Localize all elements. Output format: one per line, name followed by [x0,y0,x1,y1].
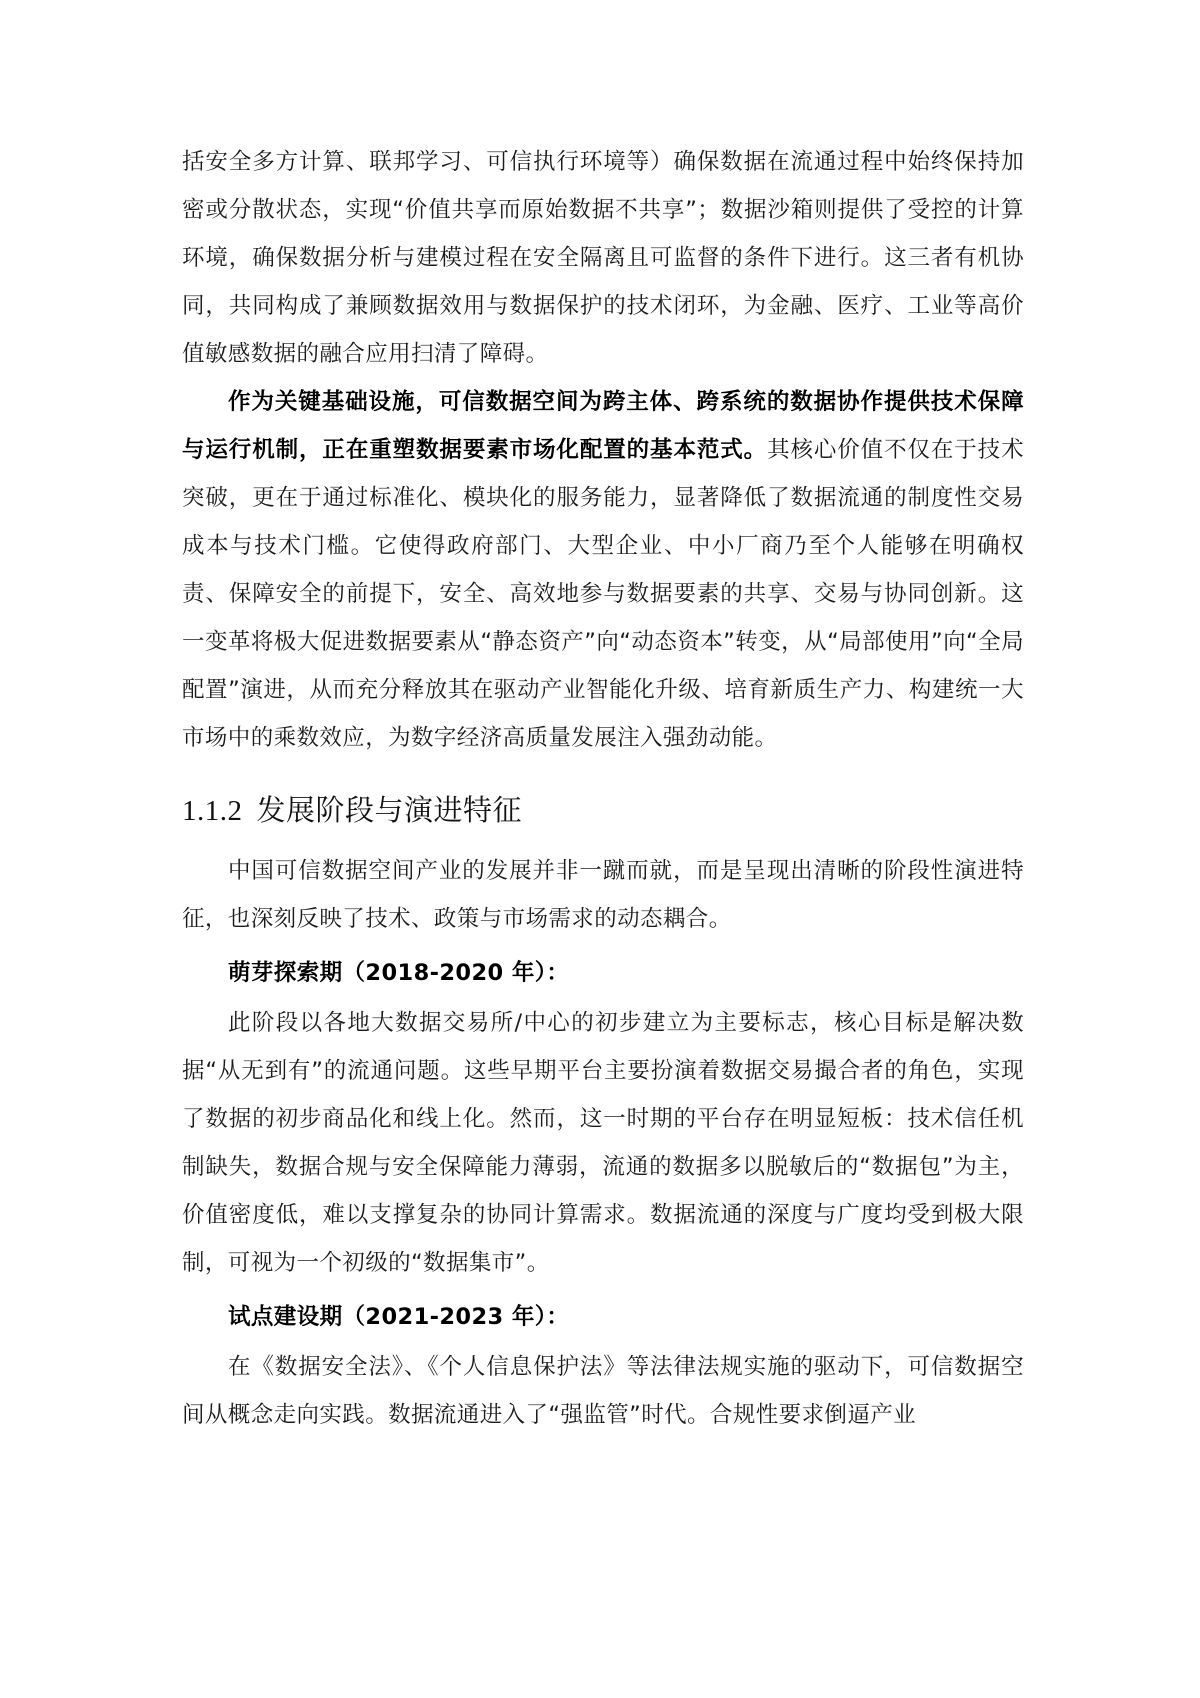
stage-2-heading: 试点建设期（2021-2023 年）： [228,1304,570,1330]
document-page [182,138,1024,1439]
emphasis-text: 作为关键基础设施，可信数据空间为跨主体、跨系统的数据协作提供技术保障与运行机制，正在重塑数据要素市场化配置的基本范式。 [182,389,1024,463]
body-paragraph-1: 括安全多方计算、联邦学习、可信执行环境等）确保数据在流通过程中始终保持加密或分散状态，实现“价值共享而原始数据不共享”；数据沙箱则提供了受控的计算环境，确保数据分析与建模过程在安全隔离且可监督的条件下进行。这三者有机协同，共同构成了兼顾数据效用与数据保护的技术闭环，为金融、医疗、工业等高价值敏感数据的融合应用扫清了障碍。 [182,149,1024,367]
section-intro-paragraph: 中国可信数据空间产业的发展并非一蹴而就，而是呈现出清晰的阶段性演进特征，也深刻反映了技术、政策与市场需求的动态耦合。 [182,858,1024,932]
section-heading [182,786,1024,835]
body-paragraph-2-continuation: 其核心价值不仅在于技术突破，更在于通过标准化、模块化的服务能力，显著降低了数据流通的制度性交易成本与技术门槛。它使得政府部门、大型企业、中小厂商乃至个人能够在明确权责、保障安全的前提下，安全、高效地参与数据要素的共享、交易与协同创新。这一变革将极大促进数据要素从“静态资产”向“动态资本”转变，从“局部使用”向“全局配置”演进，从而充分释放其在驱动产业智能化升级、培育新质生产力、构建统一大市场中的乘数效应，为数字经济高质量发展注入强劲动能。 [182,437,1024,751]
stage-2-paragraph: 在《数据安全法》、《个人信息保护法》等法律法规实施的驱动下，可信数据空间从概念走向实践。数据流通进入了“强监管”时代。合规性要求倒逼产业 [182,1354,1024,1428]
section-number: 1.1.2 [182,795,243,827]
body-paragraph-2 [182,378,1024,762]
section-title: 发展阶段与演进特征 [256,793,523,827]
stage-1-heading: 萌芽探索期（2018-2020 年）： [228,960,570,986]
stage-1-paragraph: 此阶段以各地大数据交易所/中心的初步建立为主要标志，核心目标是解决数据“从无到有”的流通问题。这些早期平台主要扮演着数据交易撮合者的角色，实现了数据的初步商品化和线上化。然而，这一时期的平台存在明显短板：技术信任机制缺失，数据合规与安全保障能力薄弱，流通的数据多以脱敏后的“数据包”为主，价值密度低，难以支撑复杂的协同计算需求。数据流通的深度与广度均受到极大限制，可视为一个初级的“数据集市”。 [182,1010,1024,1276]
